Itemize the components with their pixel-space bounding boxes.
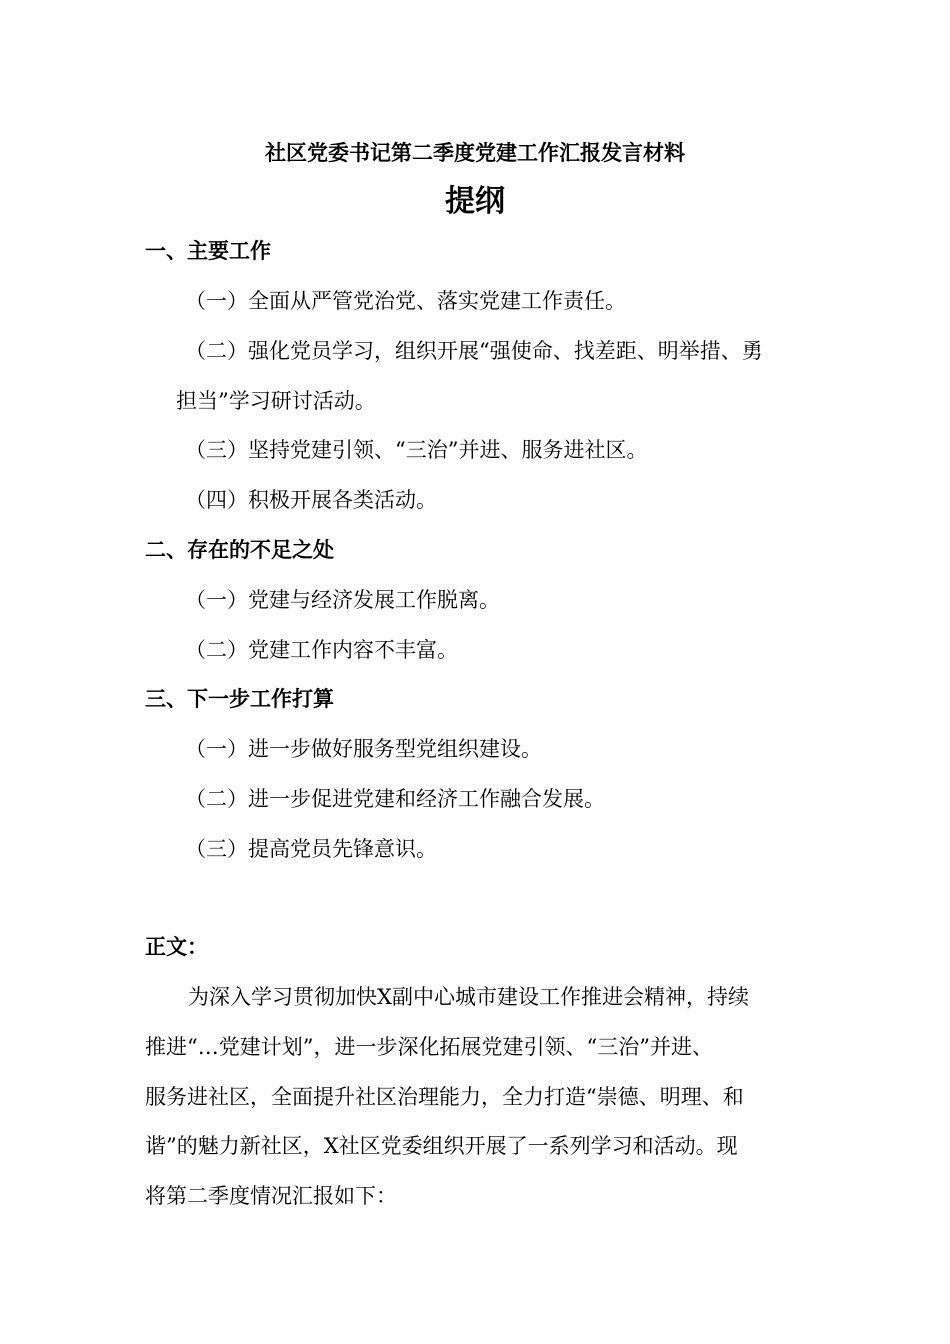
section-heading-main-work: 一、主要工作: [145, 238, 271, 263]
outline-item: （二）强化党员学习，组织开展“强使命、找差距、明举措、勇: [185, 339, 763, 363]
outline-item: （二）进一步促进党建和经济工作融合发展。: [185, 787, 605, 811]
outline-item: （一）全面从严管党治党、落实党建工作责任。: [185, 289, 626, 313]
body-paragraph-line: 将第二季度情况汇报如下：: [145, 1184, 397, 1208]
outline-item: （四）积极开展各类活动。: [185, 488, 437, 512]
body-heading: 正文：: [145, 934, 208, 959]
section-heading-next-steps: 三、下一步工作打算: [145, 686, 334, 711]
outline-item: （一）党建与经济发展工作脱离。: [185, 588, 500, 612]
section-heading-shortcomings: 二、存在的不足之处: [145, 537, 334, 562]
outline-item-continuation: 担当”学习研讨活动。: [176, 389, 376, 413]
outline-item: （一）进一步做好服务型党组织建设。: [185, 737, 542, 761]
outline-item: （三）提高党员先锋意识。: [185, 837, 437, 861]
outline-item: （三）坚持党建引领、“三治”并进、服务进社区。: [185, 438, 648, 462]
body-paragraph-line: 谐”的魅力新社区，X社区党委组织开展了一系列学习和活动。现: [145, 1134, 738, 1158]
outline-item: （二）党建工作内容不丰富。: [185, 638, 458, 662]
body-paragraph-line: 为深入学习贯彻加快X副中心城市建设工作推进会精神，持续: [188, 985, 749, 1009]
document-subtitle: 提纲: [445, 184, 505, 219]
body-paragraph-line: 服务进社区，全面提升社区治理能力，全力打造“崇德、明理、和: [145, 1085, 744, 1109]
document-title: 社区党委书记第二季度党建工作汇报发言材料: [265, 140, 685, 165]
body-paragraph-line: 推进“…党建计划”，进一步深化拓展党建引领、“三治”并进、: [145, 1035, 713, 1059]
